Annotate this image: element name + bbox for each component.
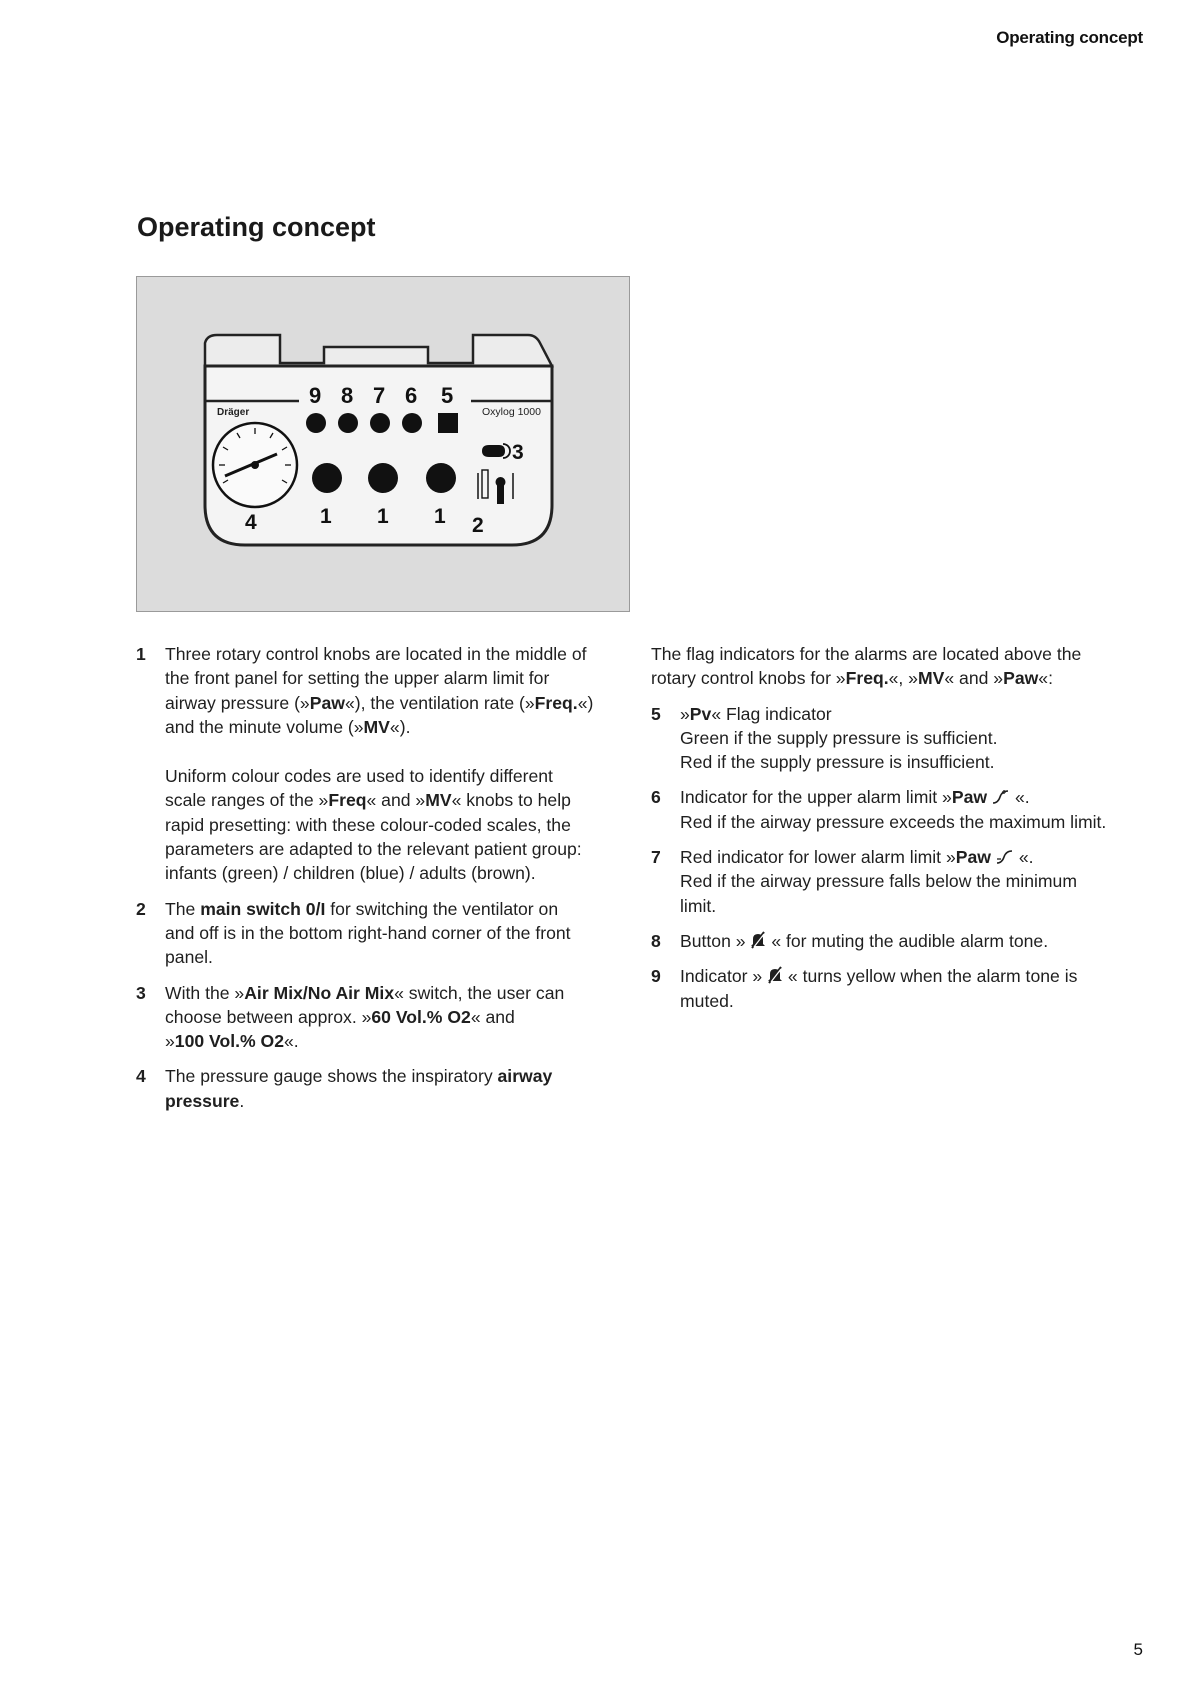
list-item-9: 9 Indicator » « turns yellow when the alarm tone is muted. xyxy=(651,966,1078,1011)
item-number: 9 xyxy=(651,966,661,987)
device-housing-outline xyxy=(205,335,552,366)
item-number: 1 xyxy=(136,644,146,664)
item-number: 4 xyxy=(136,1066,146,1087)
callout-4: 4 xyxy=(245,511,257,534)
page-title: Operating concept xyxy=(137,212,376,242)
callout-1-mv: 1 xyxy=(434,505,446,528)
list-item-8: 8 Button » « for muting the audible alarm tone. xyxy=(651,929,1151,953)
alarm-mute-bell-icon xyxy=(750,931,766,949)
flag-intro-paragraph: The flag indicators for the alarms are located above the rotary control knobs for »Freq.«, »MV« and »Paw«: xyxy=(651,644,1082,689)
pressure-gauge xyxy=(213,423,297,507)
rotary-knob-paw xyxy=(312,463,342,493)
callout-7: 7 xyxy=(373,383,386,408)
list-item-3: 3 With the »Air Mix/No Air Mix« switch, the user can choose between approx. »60 Vol.% O2« and »100 Vol.% O2«. xyxy=(136,982,565,1052)
item-number: 6 xyxy=(651,787,661,808)
callout-6: 6 xyxy=(405,383,418,408)
model-label: Oxylog 1000 xyxy=(482,406,541,418)
left-column xyxy=(136,642,636,1124)
right-column xyxy=(651,642,1151,1024)
list-item-5: 5 »Pv« Flag indicator Green if the supply pressure is sufficient. Red if the supply pressure is insufficient. xyxy=(651,703,998,773)
colour-code-paragraph: Uniform colour codes are used to identify different scale ranges of the »Freq« and »MV« knobs to help rapid presetting: with these colour-coded scales, the parameters are adapted to the relevant patient group: infants (green) / children (blue) / adults (brown). xyxy=(165,766,582,884)
upper-limit-symbol-icon xyxy=(992,789,1010,805)
pv-flag-indicator xyxy=(438,413,458,433)
mute-button-indicator xyxy=(306,413,326,433)
rotary-knob-freq xyxy=(368,463,398,493)
item-number: 7 xyxy=(651,847,661,868)
mute-indicator xyxy=(338,413,358,433)
callout-5: 5 xyxy=(441,383,454,408)
callout-8: 8 xyxy=(341,383,354,408)
paw-lower-indicator xyxy=(402,413,422,433)
page-number: 5 xyxy=(1133,1640,1143,1659)
brand-label: Dräger xyxy=(217,407,250,418)
item-number: 3 xyxy=(136,982,146,1003)
paw-upper-indicator xyxy=(370,413,390,433)
alarm-mute-bell-icon xyxy=(767,966,783,984)
list-item-6: 6 Indicator for the upper alarm limit »Paw «. Red if the airway pressure exceeds the maximum limit. xyxy=(651,787,1107,832)
list-item-1: 1 Three rotary control knobs are located in the middle of the front panel for setting the upper alarm limit for airway pressure (»Paw«), the ventilation rate (»Freq.«) and the minute volume (»MV«). xyxy=(136,644,594,737)
running-header: Operating concept xyxy=(996,28,1143,47)
item-number: 5 xyxy=(651,703,661,724)
device-front-panel-figure xyxy=(136,276,630,612)
list-item-7: 7 Red indicator for lower alarm limit »Paw «. Red if the airway pressure falls below the minimum limit. xyxy=(651,847,1077,916)
callout-9: 9 xyxy=(309,383,322,408)
lower-limit-symbol-icon xyxy=(996,849,1014,865)
list-item-4: 4 The pressure gauge shows the inspiratory airway pressure. xyxy=(136,1066,553,1111)
air-mix-switch xyxy=(482,445,505,457)
rotary-knob-mv xyxy=(426,463,456,493)
item-number: 8 xyxy=(651,930,661,951)
callout-1-freq: 1 xyxy=(377,505,389,528)
list-item-2: 2 The main switch 0/I for switching the ventilator on and off is in the bottom right-hand corner of the front panel. xyxy=(136,898,571,968)
callout-1-paw: 1 xyxy=(320,505,332,528)
callout-3: 3 xyxy=(512,441,524,464)
callout-2: 2 xyxy=(472,514,484,537)
item-number: 2 xyxy=(136,898,146,919)
